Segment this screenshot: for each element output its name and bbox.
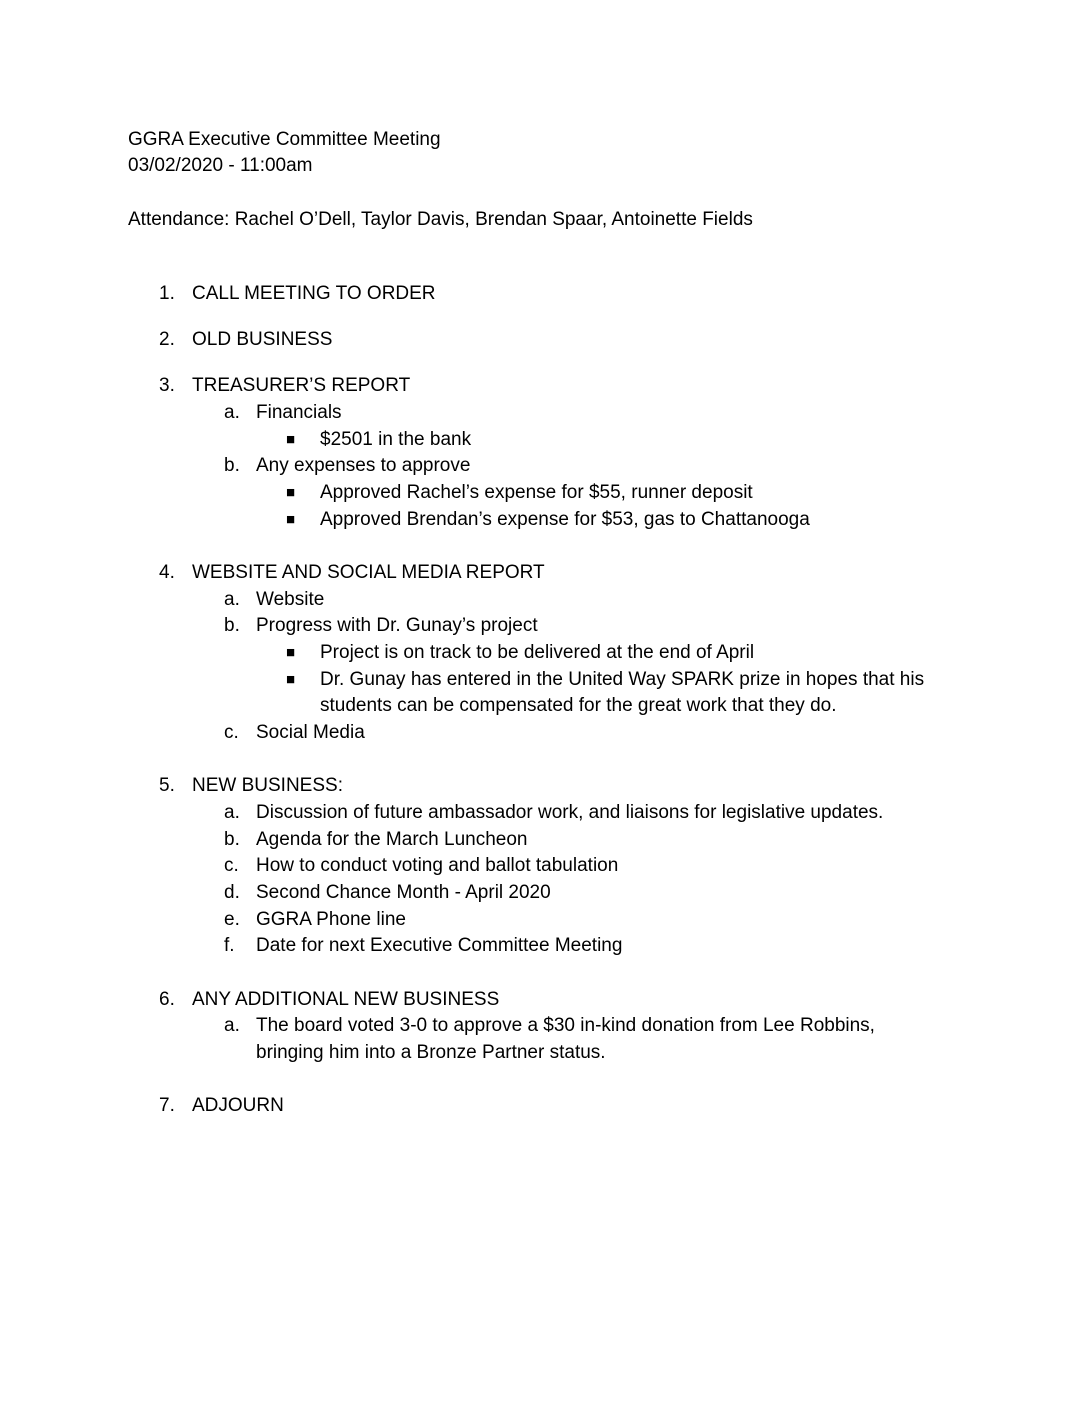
list-letter: a. <box>224 402 240 423</box>
list-number: 5. <box>159 775 175 796</box>
bullet-square-icon: ■ <box>286 431 296 448</box>
list-number: 4. <box>159 562 175 583</box>
list-letter: b. <box>224 615 240 636</box>
sub-item-voting: How to conduct voting and ballot tabulation <box>256 855 619 876</box>
meeting-datetime: 03/02/2020 - 11:00am <box>128 155 313 176</box>
list-number: 1. <box>159 283 175 304</box>
sub-item-ambassador: Discussion of future ambassador work, and liaisons for legislative updates. <box>256 802 884 823</box>
meeting-title: GGRA Executive Committee Meeting <box>128 129 441 150</box>
attendance-line: Attendance: Rachel O’Dell, Taylor Davis, Brendan Spaar, Antoinette Fields <box>128 209 753 230</box>
sub-item-financials: Financials <box>256 402 342 423</box>
list-number: 3. <box>159 375 175 396</box>
agenda-item-treasurers-report: TREASURER’S REPORT <box>192 375 411 396</box>
sub-item-luncheon: Agenda for the March Luncheon <box>256 829 528 850</box>
bullet-item: $2501 in the bank <box>320 429 472 450</box>
bullet-square-icon: ■ <box>286 671 296 688</box>
list-number: 7. <box>159 1095 175 1116</box>
bullet-item: Project is on track to be delivered at the end of April <box>320 642 755 663</box>
sub-item-board-vote: The board voted 3-0 to approve a $30 in-kind donation from Lee Robbins, <box>256 1015 875 1036</box>
agenda-item-old-business: OLD BUSINESS <box>192 329 333 350</box>
agenda-item-adjourn: ADJOURN <box>192 1095 284 1116</box>
sub-item-second-chance: Second Chance Month - April 2020 <box>256 882 551 903</box>
bullet-item: Approved Brendan’s expense for $53, gas to Chattanooga <box>320 509 810 530</box>
sub-item-expenses: Any expenses to approve <box>256 455 471 476</box>
sub-item-continuation: bringing him into a Bronze Partner status. <box>256 1042 606 1063</box>
agenda-item-website-social: WEBSITE AND SOCIAL MEDIA REPORT <box>192 562 545 583</box>
list-letter: d. <box>224 882 240 903</box>
list-letter: f. <box>224 935 235 956</box>
sub-item-gunay-project: Progress with Dr. Gunay’s project <box>256 615 538 636</box>
agenda-item-call-to-order: CALL MEETING TO ORDER <box>192 283 436 304</box>
sub-item-next-meeting: Date for next Executive Committee Meeting <box>256 935 623 956</box>
sub-item-phone-line: GGRA Phone line <box>256 909 406 930</box>
list-letter: a. <box>224 1015 240 1036</box>
list-letter: c. <box>224 855 239 876</box>
list-letter: b. <box>224 455 240 476</box>
list-letter: e. <box>224 909 240 930</box>
list-letter: b. <box>224 829 240 850</box>
sub-item-social-media: Social Media <box>256 722 365 743</box>
list-letter: c. <box>224 722 239 743</box>
bullet-square-icon: ■ <box>286 484 296 501</box>
bullet-item: Approved Rachel’s expense for $55, runner deposit <box>320 482 753 503</box>
bullet-square-icon: ■ <box>286 511 296 528</box>
bullet-square-icon: ■ <box>286 644 296 661</box>
list-number: 6. <box>159 989 175 1010</box>
agenda-item-new-business: NEW BUSINESS: <box>192 775 343 796</box>
bullet-item-continuation: students can be compensated for the great work that they do. <box>320 695 837 716</box>
list-letter: a. <box>224 589 240 610</box>
sub-item-website: Website <box>256 589 325 610</box>
list-number: 2. <box>159 329 175 350</box>
list-letter: a. <box>224 802 240 823</box>
agenda-item-additional-business: ANY ADDITIONAL NEW BUSINESS <box>192 989 500 1010</box>
bullet-item: Dr. Gunay has entered in the United Way SPARK prize in hopes that his <box>320 669 925 690</box>
